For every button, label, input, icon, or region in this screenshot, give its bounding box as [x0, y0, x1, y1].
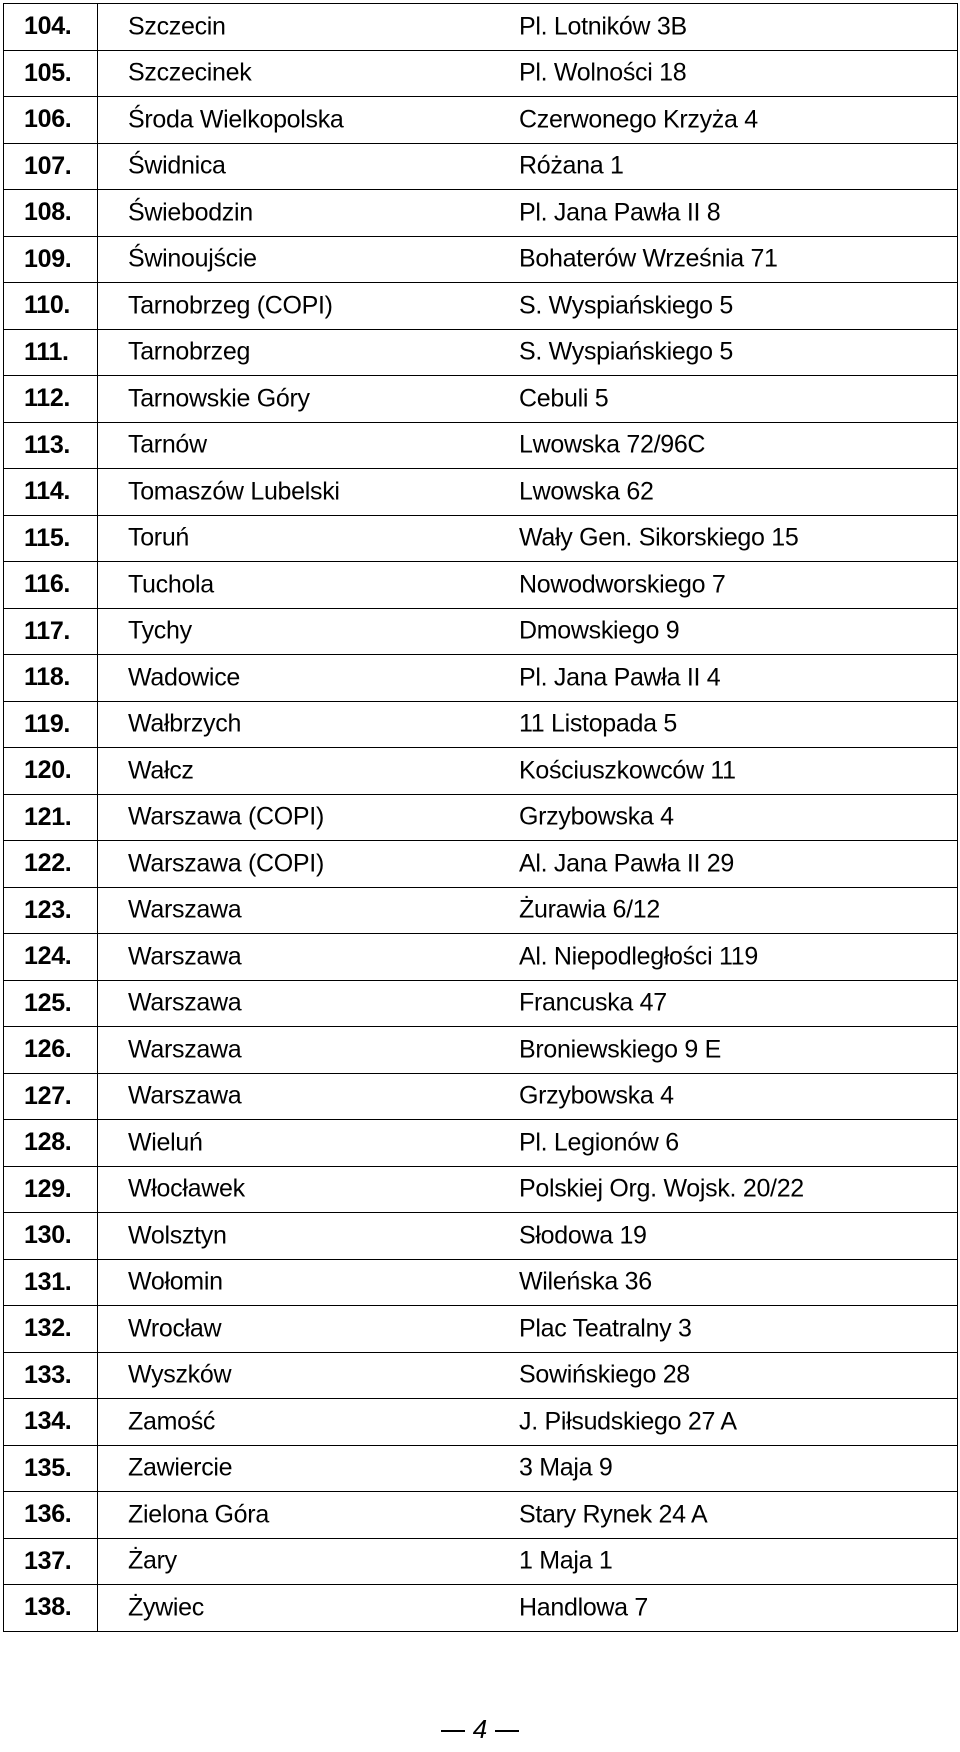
city-name: Żywiec — [128, 1593, 204, 1622]
row-number: 115. — [4, 515, 98, 562]
table-row — [4, 1120, 958, 1167]
table-row — [4, 50, 958, 97]
table-row — [4, 562, 958, 609]
table-row — [4, 422, 958, 469]
city-name: Tuchola — [128, 570, 214, 599]
row-location-cell — [98, 97, 958, 144]
table-row — [4, 887, 958, 934]
street-address: Czerwonego Krzyża 4 — [519, 105, 758, 134]
table-row — [4, 841, 958, 888]
table-row — [4, 515, 958, 562]
street-address: Wileńska 36 — [519, 1267, 652, 1296]
row-number: 124. — [4, 934, 98, 981]
city-name: Tarnobrzeg (COPI) — [128, 291, 333, 320]
city-name: Warszawa — [128, 942, 242, 971]
city-name: Wolsztyn — [128, 1221, 227, 1250]
row-location-cell — [98, 1585, 958, 1632]
street-address: Polskiej Org. Wojsk. 20/22 — [519, 1174, 804, 1203]
row-location-cell — [98, 190, 958, 237]
street-address: Plac Teatralny 3 — [519, 1314, 692, 1343]
row-number: 117. — [4, 608, 98, 655]
table-row — [4, 1073, 958, 1120]
table-row — [4, 143, 958, 190]
street-address: Bohaterów Września 71 — [519, 244, 778, 273]
table-row — [4, 1538, 958, 1585]
row-location-cell — [98, 655, 958, 702]
table-row — [4, 1259, 958, 1306]
row-location-cell — [98, 1027, 958, 1074]
street-address: J. Piłsudskiego 27 A — [519, 1407, 737, 1436]
row-location-cell — [98, 50, 958, 97]
row-number: 127. — [4, 1073, 98, 1120]
row-location-cell — [98, 608, 958, 655]
table-row — [4, 794, 958, 841]
row-number: 118. — [4, 655, 98, 702]
street-address: Stary Rynek 24 A — [519, 1500, 708, 1529]
table-row — [4, 469, 958, 516]
row-location-cell — [98, 469, 958, 516]
row-number: 108. — [4, 190, 98, 237]
row-location-cell — [98, 980, 958, 1027]
city-name: Tomaszów Lubelski — [128, 477, 340, 506]
city-name: Wałcz — [128, 756, 194, 785]
street-address: Broniewskiego 9 E — [519, 1035, 721, 1064]
row-number: 132. — [4, 1306, 98, 1353]
row-number: 120. — [4, 748, 98, 795]
row-number: 121. — [4, 794, 98, 841]
row-number: 125. — [4, 980, 98, 1027]
row-number: 129. — [4, 1166, 98, 1213]
city-name: Żary — [128, 1546, 177, 1575]
row-number: 109. — [4, 236, 98, 283]
street-address: Grzybowska 4 — [519, 1081, 674, 1110]
street-address: Al. Niepodległości 119 — [519, 942, 758, 971]
row-number: 116. — [4, 562, 98, 609]
row-number: 122. — [4, 841, 98, 888]
street-address: Pl. Wolności 18 — [519, 58, 687, 87]
street-address: Wały Gen. Sikorskiego 15 — [519, 523, 799, 552]
row-number: 114. — [4, 469, 98, 516]
city-name: Tychy — [128, 616, 192, 645]
city-name: Wyszków — [128, 1360, 232, 1389]
row-number: 135. — [4, 1445, 98, 1492]
city-name: Zawiercie — [128, 1453, 233, 1482]
table-row — [4, 1213, 958, 1260]
page-number-value: 4 — [472, 1714, 488, 1744]
city-name: Warszawa — [128, 988, 242, 1017]
table-row — [4, 190, 958, 237]
table-row — [4, 97, 958, 144]
table-row — [4, 934, 958, 981]
table-row — [4, 1585, 958, 1632]
address-table-body — [4, 4, 958, 1632]
street-address: Słodowa 19 — [519, 1221, 647, 1250]
street-address: Sowińskiego 28 — [519, 1360, 690, 1389]
city-name: Warszawa (COPI) — [128, 849, 324, 878]
city-name: Zamość — [128, 1407, 216, 1436]
row-number: 110. — [4, 283, 98, 330]
row-location-cell — [98, 748, 958, 795]
row-number: 134. — [4, 1399, 98, 1446]
city-name: Szczecin — [128, 12, 226, 41]
street-address: 3 Maja 9 — [519, 1453, 613, 1482]
city-name: Tarnów — [128, 430, 207, 459]
row-location-cell — [98, 329, 958, 376]
row-location-cell — [98, 1259, 958, 1306]
city-name: Świebodzin — [128, 198, 253, 227]
city-name: Tarnowskie Góry — [128, 384, 310, 413]
row-number: 112. — [4, 376, 98, 423]
row-location-cell — [98, 1120, 958, 1167]
street-address: S. Wyspiańskiego 5 — [519, 291, 733, 320]
row-location-cell — [98, 1352, 958, 1399]
row-number: 138. — [4, 1585, 98, 1632]
row-number: 136. — [4, 1492, 98, 1539]
row-number: 130. — [4, 1213, 98, 1260]
row-location-cell — [98, 515, 958, 562]
table-row — [4, 1306, 958, 1353]
city-name: Świdnica — [128, 151, 226, 180]
table-row — [4, 1492, 958, 1539]
street-address: Dmowskiego 9 — [519, 616, 680, 645]
table-row — [4, 608, 958, 655]
street-address: 11 Listopada 5 — [519, 709, 677, 738]
row-location-cell — [98, 1073, 958, 1120]
city-name: Warszawa (COPI) — [128, 802, 324, 831]
table-row — [4, 1166, 958, 1213]
city-name: Wołomin — [128, 1267, 223, 1296]
table-row — [4, 1352, 958, 1399]
city-name: Warszawa — [128, 895, 242, 924]
street-address: Różana 1 — [519, 151, 624, 180]
street-address: Nowodworskiego 7 — [519, 570, 726, 599]
street-address: Pl. Lotników 3B — [519, 12, 687, 41]
city-name: Warszawa — [128, 1081, 242, 1110]
row-number: 105. — [4, 50, 98, 97]
row-location-cell — [98, 1306, 958, 1353]
row-number: 106. — [4, 97, 98, 144]
row-number: 119. — [4, 701, 98, 748]
row-number: 133. — [4, 1352, 98, 1399]
page-number — [0, 1714, 960, 1745]
city-name: Włocławek — [128, 1174, 245, 1203]
row-number: 137. — [4, 1538, 98, 1585]
row-location-cell — [98, 376, 958, 423]
city-name: Środa Wielkopolska — [128, 105, 344, 134]
city-name: Wałbrzych — [128, 709, 242, 738]
street-address: 1 Maja 1 — [519, 1546, 613, 1575]
street-address: Lwowska 72/96C — [519, 430, 706, 459]
street-address: Handlowa 7 — [519, 1593, 649, 1622]
street-address: Pl. Jana Pawła II 4 — [519, 663, 721, 692]
table-row — [4, 329, 958, 376]
city-name: Szczecinek — [128, 58, 252, 87]
row-location-cell — [98, 1538, 958, 1585]
street-address: Pl. Jana Pawła II 8 — [519, 198, 721, 227]
city-name: Zielona Góra — [128, 1500, 269, 1529]
row-number: 128. — [4, 1120, 98, 1167]
row-number: 107. — [4, 143, 98, 190]
row-location-cell — [98, 1492, 958, 1539]
table-row — [4, 236, 958, 283]
row-location-cell — [98, 562, 958, 609]
table-row — [4, 1027, 958, 1074]
street-address: Francuska 47 — [519, 988, 667, 1017]
table-row — [4, 1445, 958, 1492]
street-address: Pl. Legionów 6 — [519, 1128, 679, 1157]
city-name: Wrocław — [128, 1314, 222, 1343]
table-row — [4, 748, 958, 795]
street-address: Cebuli 5 — [519, 384, 609, 413]
row-location-cell — [98, 887, 958, 934]
row-number: 104. — [4, 4, 98, 51]
street-address: Al. Jana Pawła II 29 — [519, 849, 734, 878]
row-location-cell — [98, 701, 958, 748]
street-address: Żurawia 6/12 — [519, 895, 660, 924]
table-row — [4, 655, 958, 702]
table-row — [4, 376, 958, 423]
row-location-cell — [98, 1445, 958, 1492]
row-number: 131. — [4, 1259, 98, 1306]
table-row — [4, 1399, 958, 1446]
row-location-cell — [98, 236, 958, 283]
city-name: Warszawa — [128, 1035, 242, 1064]
row-location-cell — [98, 841, 958, 888]
table-row — [4, 4, 958, 51]
row-number: 113. — [4, 422, 98, 469]
address-list-sheet — [3, 3, 957, 1632]
row-number: 123. — [4, 887, 98, 934]
street-address: S. Wyspiańskiego 5 — [519, 337, 733, 366]
row-number: 126. — [4, 1027, 98, 1074]
page-number-dash-right — [495, 1730, 519, 1732]
table-row — [4, 980, 958, 1027]
street-address: Lwowska 62 — [519, 477, 654, 506]
table-row — [4, 701, 958, 748]
row-location-cell — [98, 4, 958, 51]
city-name: Tarnobrzeg — [128, 337, 251, 366]
street-address: Grzybowska 4 — [519, 802, 674, 831]
row-location-cell — [98, 143, 958, 190]
city-name: Wadowice — [128, 663, 240, 692]
city-name: Świnoujście — [128, 244, 257, 273]
row-location-cell — [98, 794, 958, 841]
row-location-cell — [98, 422, 958, 469]
address-table — [3, 3, 958, 1632]
table-row — [4, 283, 958, 330]
street-address: Kościuszkowców 11 — [519, 756, 736, 785]
row-location-cell — [98, 283, 958, 330]
page-number-dash-left — [441, 1730, 465, 1732]
row-location-cell — [98, 1213, 958, 1260]
city-name: Wieluń — [128, 1128, 203, 1157]
row-location-cell — [98, 1166, 958, 1213]
city-name: Toruń — [128, 523, 190, 552]
row-number: 111. — [4, 329, 98, 376]
row-location-cell — [98, 1399, 958, 1446]
row-location-cell — [98, 934, 958, 981]
